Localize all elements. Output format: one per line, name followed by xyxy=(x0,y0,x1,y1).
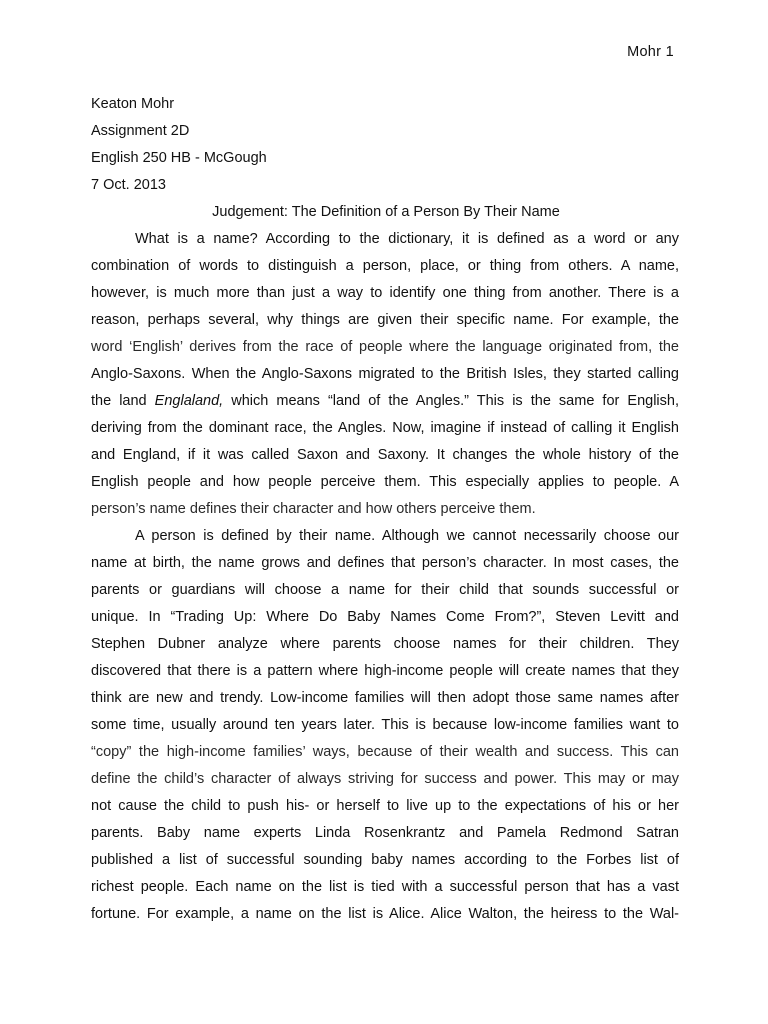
body-line: parents. Baby name experts Linda Rosenkrantz and Pamela Redmond Satran xyxy=(91,825,679,841)
author-name: Keaton Mohr xyxy=(91,96,175,112)
body-line: person’s name defines their character and how others perceive them. xyxy=(91,501,536,517)
body-line: word ‘English’ derives from the race of people where the language originated from, the xyxy=(91,339,679,355)
body-line: richest people. Each name on the list is tied with a successful person that has a vast xyxy=(91,879,679,895)
essay-body xyxy=(91,226,679,928)
body-line-segment: the land xyxy=(91,393,155,409)
date-label: 7 Oct. 2013 xyxy=(91,177,166,193)
body-line: Stephen Dubner analyze where parents choose names for their children. They xyxy=(91,636,679,652)
body-line: What is a name? According to the dictionary, it is defined as a word or any xyxy=(135,231,679,247)
assignment-label: Assignment 2D xyxy=(91,123,190,139)
body-line: unique. In “Trading Up: Where Do Baby Names Come From?”, Steven Levitt and xyxy=(91,609,679,625)
body-line-segment: which means “land of the Angles.” This is the same for English, xyxy=(223,393,679,409)
body-line: and England, if it was called Saxon and Saxony. It changes the whole history of the xyxy=(91,447,679,463)
body-line: however, is much more than just a way to identify one thing from another. There is a xyxy=(91,285,679,301)
course-label: English 250 HB - McGough xyxy=(91,150,267,166)
body-line: “copy” the high-income families’ ways, because of their wealth and success. This can xyxy=(91,744,679,760)
body-line: parents or guardians will choose a name for their child that sounds successful or xyxy=(91,582,679,598)
body-line: not cause the child to push his- or herself to live up to the expectations of his or her xyxy=(91,798,679,814)
body-line-with-italic xyxy=(91,388,679,415)
body-line: think are new and trendy. Low-income families will then adopt those same names after xyxy=(91,690,679,706)
running-header: Mohr 1 xyxy=(627,44,674,60)
body-line: English people and how people perceive them. This especially applies to people. A xyxy=(91,474,679,490)
body-line: Anglo-Saxons. When the Anglo-Saxons migrated to the British Isles, they started calling xyxy=(91,366,679,382)
body-line: discovered that there is a pattern where high-income people will create names that they xyxy=(91,663,679,679)
body-line: combination of words to distinguish a person, place, or thing from others. A name, xyxy=(91,258,679,274)
body-line: fortune. For example, a name on the list is Alice. Alice Walton, the heiress to the Wal- xyxy=(91,906,679,922)
body-line: define the child’s character of always striving for success and power. This may or may xyxy=(91,771,679,787)
body-line: deriving from the dominant race, the Angles. Now, imagine if instead of calling it English xyxy=(91,420,679,436)
body-line: name at birth, the name grows and defines that person’s character. In most cases, the xyxy=(91,555,679,571)
body-line: published a list of successful sounding baby names according to the Forbes list of xyxy=(91,852,679,868)
italic-term: Englaland, xyxy=(154,393,224,409)
mla-heading xyxy=(91,91,681,199)
body-line: reason, perhaps several, why things are given their specific name. For example, the xyxy=(91,312,679,328)
body-line: A person is defined by their name. Although we cannot necessarily choose our xyxy=(135,528,679,544)
essay-title: Judgement: The Definition of a Person By Their Name xyxy=(212,204,560,220)
body-line: some time, usually around ten years later. This is because low-income families want to xyxy=(91,717,679,733)
